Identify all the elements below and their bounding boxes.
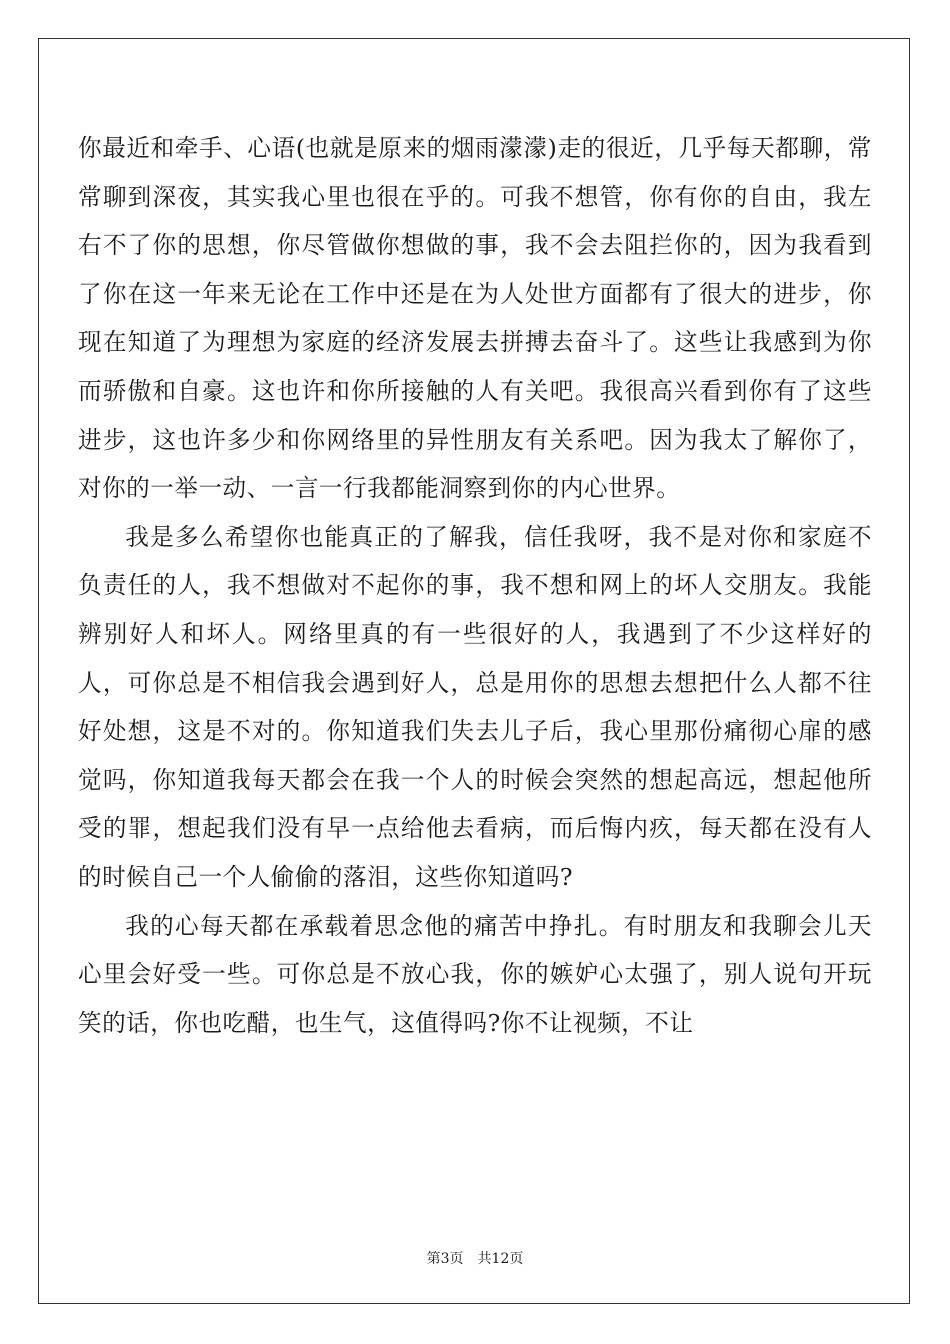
paragraph-3: 我的心每天都在承载着思念他的痛苦中挣扎。有时朋友和我聊会儿天心里会好受一些。可你总是不放心我，你的嫉妒心太强了，别人说句开玩笑的话，你也吃醋，也生气，这值得吗?你不让视频，不让 [78, 911, 872, 1037]
page-footer [0, 1248, 950, 1268]
page-total: 共12页 [477, 1251, 524, 1267]
paragraph-2: 我是多么希望你也能真正的了解我，信任我呀，我不是对你和家庭不负责任的人，我不想做对不起你的事，我不想和网上的坏人交朋友。我能辨别好人和坏人。网络里真的有一些很好的人，我遇到了不少这样好的人，可你总是不相信我会遇到好人，总是用你的思想去想把什么人都不往好处想，这是不对的。你知道我们失去儿子后，我心里那份痛彻心扉的感觉吗，你知道我每天都会在我一个人的时候会突然的想起高远，想起他所受的罪，想起我们没有早一点给他去看病，而后悔内疚，每天都在没有人的时候自己一个人偷偷的落泪，这些你知道吗? [78, 522, 872, 891]
paragraph-1: 你最近和牵手、心语(也就是原来的烟雨濛濛)走的很近，几乎每天都聊，常常聊到深夜，其实我心里也很在乎的。可我不想管，你有你的自由，我左右不了你的思想，你尽管做你想做的事，我不会去阻拦你的，因为我看到了你在这一年来无论在工作中还是在为人处世方面都有了很大的进步，你现在知道了为理想为家庭的经济发展去拼搏去奋斗了。这些让我感到为你而骄傲和自豪。这也许和你所接触的人有关吧。我很高兴看到你有了这些进步，这也许多少和你网络里的异性朋友有关系吧。因为我太了解你了，对你的一举一动、一言一行我都能洞察到你的内心世界。 [78, 134, 872, 503]
page-number: 第3页 [426, 1251, 464, 1267]
document-body [78, 124, 872, 1047]
